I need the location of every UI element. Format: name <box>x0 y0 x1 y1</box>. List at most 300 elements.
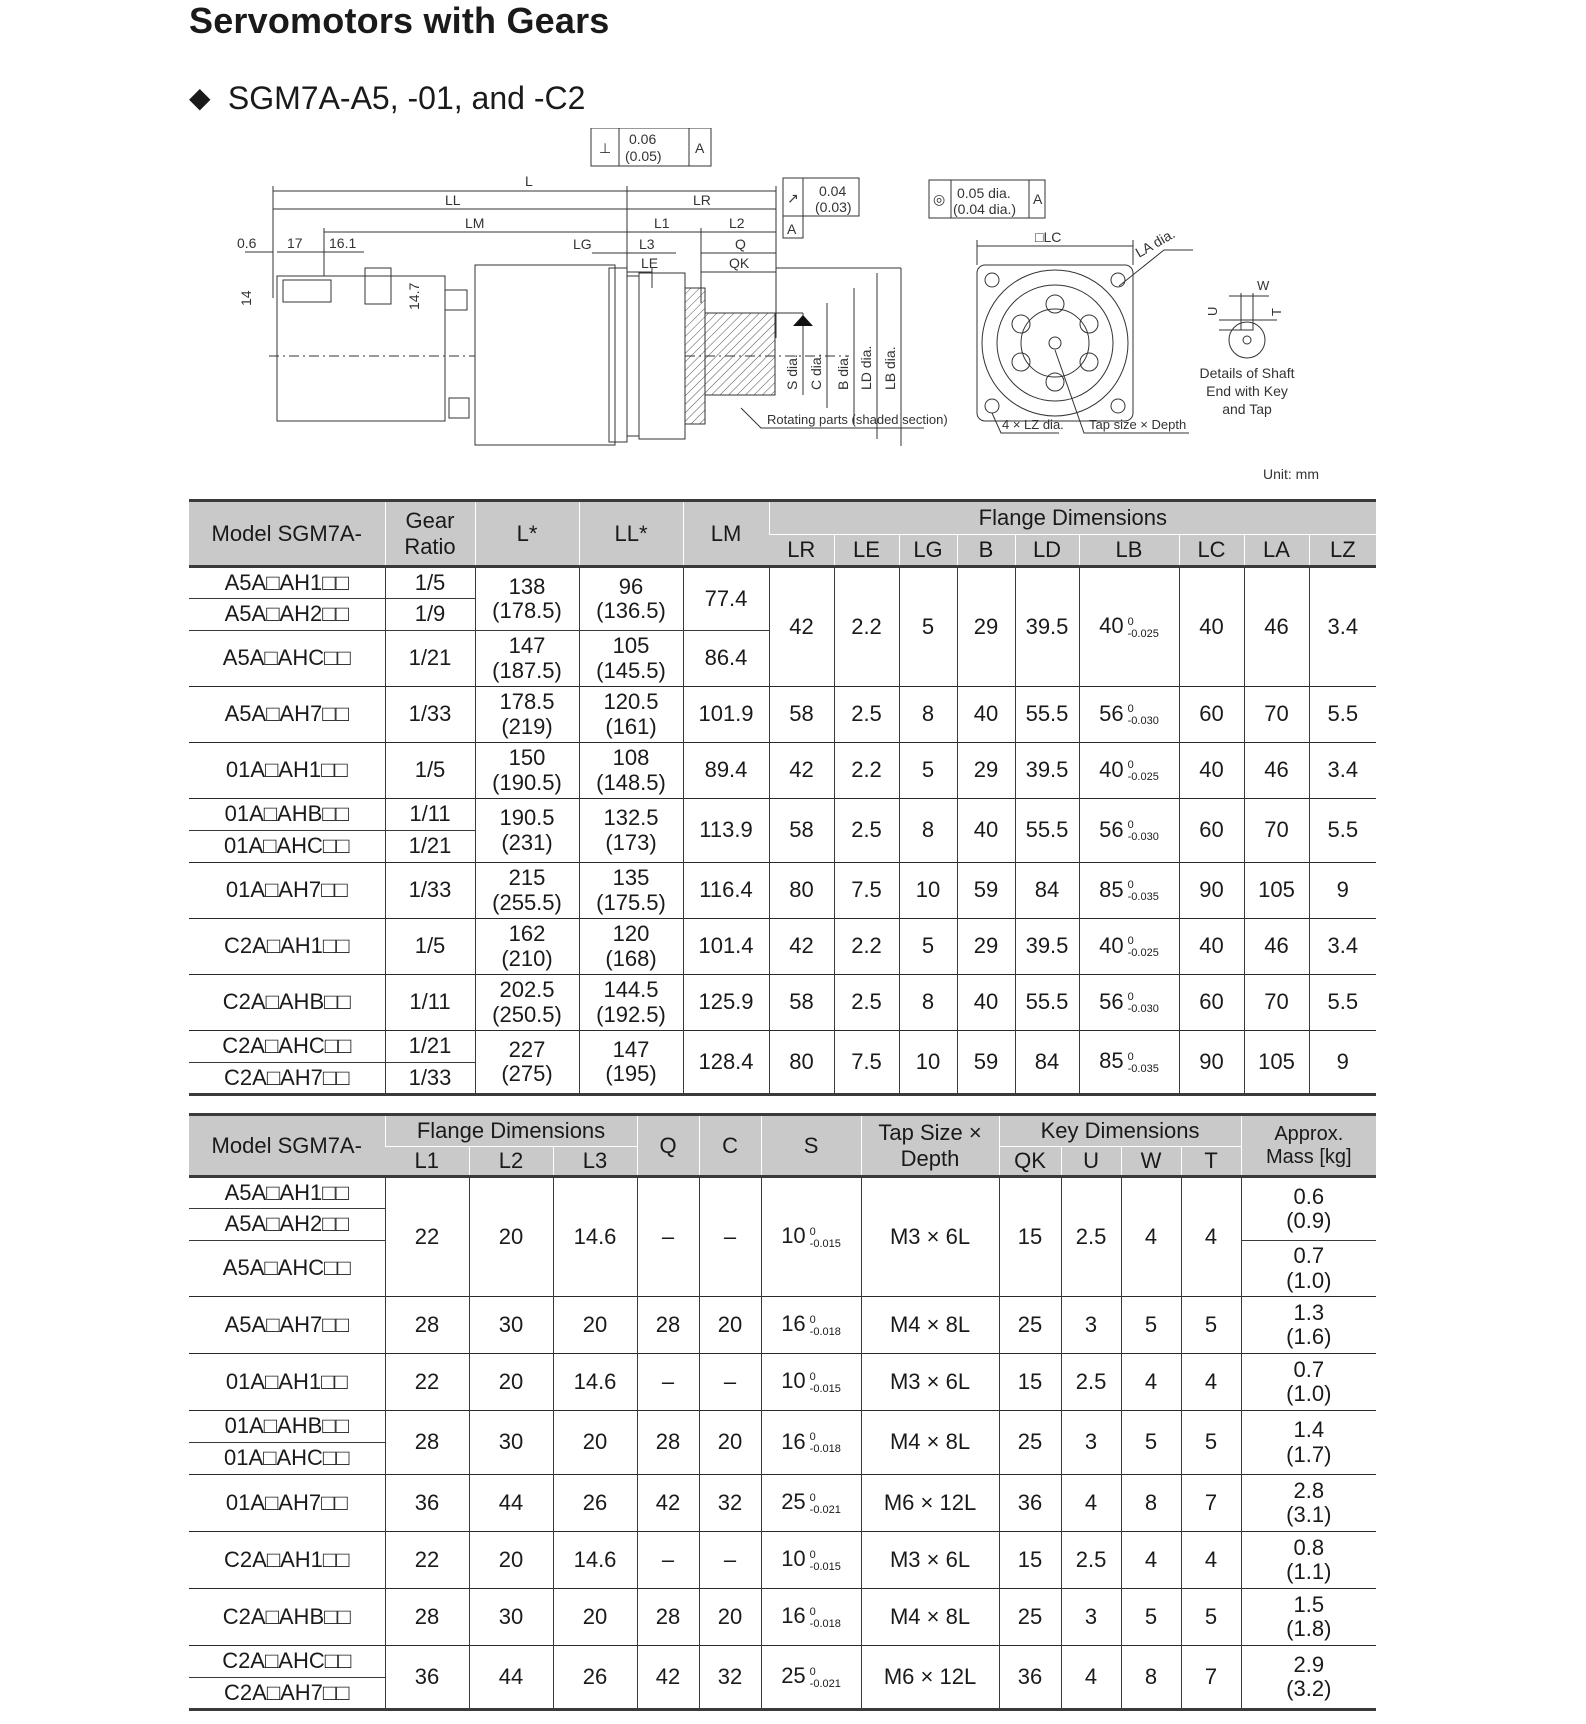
section-title <box>189 80 585 117</box>
tol-conc-datum: A <box>1033 191 1043 207</box>
dim-s-dia: S dia. <box>784 354 800 390</box>
header-b: B <box>957 535 1015 567</box>
u-cell: 2.5 <box>1061 1177 1121 1297</box>
header-l1: L1 <box>385 1147 469 1177</box>
l1-cell: 22 <box>385 1354 469 1411</box>
model-cell: C2A□AHB□□ <box>189 975 385 1031</box>
table-row <box>189 975 1376 1031</box>
ld-cell: 55.5 <box>1015 975 1079 1031</box>
c-cell: 32 <box>699 1475 761 1532</box>
dim-lr: LR <box>693 192 711 208</box>
ratio-cell: 1/5 <box>385 567 475 599</box>
dim-l2: L2 <box>729 215 745 231</box>
b-cell: 40 <box>957 975 1015 1031</box>
le-cell: 2.2 <box>834 743 899 799</box>
model-cell: A5A□AHC□□ <box>189 1241 385 1297</box>
q-cell: 42 <box>637 1475 699 1532</box>
le-cell: 2.5 <box>834 687 899 743</box>
model-cell: A5A□AH7□□ <box>189 1297 385 1354</box>
dim-q: Q <box>735 236 746 252</box>
la-cell: 70 <box>1244 799 1309 863</box>
header-gear-ratio: Gear Ratio <box>385 501 475 567</box>
ll-cell: 120 (168) <box>579 919 683 975</box>
dim-lm: LM <box>465 215 485 231</box>
l-cell: 138 (178.5) <box>475 567 579 631</box>
ll-cell: 108 (148.5) <box>579 743 683 799</box>
header-lr: LR <box>769 535 834 567</box>
q-cell: – <box>637 1354 699 1411</box>
lz-cell: 9 <box>1309 863 1376 919</box>
w-cell: 4 <box>1121 1354 1181 1411</box>
q-cell: 42 <box>637 1646 699 1710</box>
lb-cell: 85 0 -0.035 <box>1079 1031 1179 1095</box>
dim-c-dia: C dia. <box>808 353 824 390</box>
s-cell: 25 0 -0.021 <box>761 1475 861 1532</box>
tap-cell: M3 × 6L <box>861 1532 999 1589</box>
diamond-bullet-icon: ◆ <box>189 82 211 113</box>
lg-cell: 10 <box>899 1031 957 1095</box>
b-cell: 40 <box>957 687 1015 743</box>
header-c: C <box>699 1115 761 1177</box>
ratio-cell: 1/11 <box>385 975 475 1031</box>
dimensions-table-2 <box>189 1113 1376 1711</box>
section-title-text: SGM7A-A5, -01, and -C2 <box>227 80 586 116</box>
q-cell: 28 <box>637 1589 699 1646</box>
ll-cell: 132.5 (173) <box>579 799 683 863</box>
lm-cell: 77.4 <box>683 567 769 631</box>
ll-cell: 144.5 (192.5) <box>579 975 683 1031</box>
l2-cell: 44 <box>469 1475 553 1532</box>
tol-runout-value-alt: (0.03) <box>815 199 852 215</box>
shaft-note-line1: Details of Shaft <box>1199 365 1295 381</box>
tap-cell: M6 × 12L <box>861 1475 999 1532</box>
header-lm: LM <box>683 501 769 567</box>
table-row <box>189 1475 1376 1532</box>
header-le: LE <box>834 535 899 567</box>
lz-cell: 5.5 <box>1309 687 1376 743</box>
l2-cell: 20 <box>469 1354 553 1411</box>
tol-runout-datum: A <box>787 221 797 237</box>
t-cell: 5 <box>1181 1297 1241 1354</box>
l3-cell: 20 <box>553 1297 637 1354</box>
l2-cell: 30 <box>469 1411 553 1475</box>
header-lz: LZ <box>1309 535 1376 567</box>
table-row <box>189 743 1376 799</box>
dim-le: LE <box>641 255 659 271</box>
lc-cell: 60 <box>1179 799 1244 863</box>
lb-cell: 56 0 -0.030 <box>1079 975 1179 1031</box>
q-cell: 28 <box>637 1411 699 1475</box>
lb-cell: 40 0 -0.025 <box>1079 919 1179 975</box>
runout-icon: ↗ <box>787 190 799 206</box>
s-cell: 16 0 -0.018 <box>761 1297 861 1354</box>
lz-cell: 3.4 <box>1309 919 1376 975</box>
u-cell: 4 <box>1061 1475 1121 1532</box>
q-cell: – <box>637 1532 699 1589</box>
s-cell: 25 0 -0.021 <box>761 1646 861 1710</box>
model-cell: C2A□AHB□□ <box>189 1589 385 1646</box>
lm-cell: 125.9 <box>683 975 769 1031</box>
s-cell: 10 0 -0.015 <box>761 1354 861 1411</box>
model-cell: C2A□AHC□□ <box>189 1031 385 1063</box>
t-cell: 5 <box>1181 1411 1241 1475</box>
lm-cell: 89.4 <box>683 743 769 799</box>
dim-lg: LG <box>573 236 592 252</box>
s-cell: 16 0 -0.018 <box>761 1411 861 1475</box>
model-cell: 01A□AH7□□ <box>189 1475 385 1532</box>
qk-cell: 25 <box>999 1411 1061 1475</box>
mass-cell: 0.8 (1.1) <box>1241 1532 1376 1589</box>
dim-lc: □LC <box>1035 229 1062 245</box>
lr-cell: 80 <box>769 1031 834 1095</box>
l3-cell: 20 <box>553 1411 637 1475</box>
t-cell: 4 <box>1181 1532 1241 1589</box>
model-cell: A5A□AH1□□ <box>189 567 385 599</box>
model-cell: 01A□AH7□□ <box>189 863 385 919</box>
dim-ll: LL <box>445 192 461 208</box>
qk-cell: 15 <box>999 1354 1061 1411</box>
header-l3: L3 <box>553 1147 637 1177</box>
lz-cell: 5.5 <box>1309 799 1376 863</box>
table-row <box>189 1031 1376 1063</box>
l3-cell: 14.6 <box>553 1532 637 1589</box>
l2-cell: 20 <box>469 1177 553 1297</box>
lc-cell: 90 <box>1179 863 1244 919</box>
dim-qk: QK <box>729 255 750 271</box>
t-cell: 5 <box>1181 1589 1241 1646</box>
t-cell: 7 <box>1181 1646 1241 1710</box>
qk-cell: 36 <box>999 1646 1061 1710</box>
le-cell: 2.5 <box>834 799 899 863</box>
table-row <box>189 687 1376 743</box>
lc-cell: 40 <box>1179 567 1244 687</box>
la-cell: 46 <box>1244 567 1309 687</box>
page-title: Servomotors with Gears <box>189 0 610 41</box>
lr-cell: 42 <box>769 919 834 975</box>
l2-cell: 20 <box>469 1532 553 1589</box>
c-cell: 20 <box>699 1589 761 1646</box>
header-t: T <box>1181 1147 1241 1177</box>
model-cell: C2A□AH7□□ <box>189 1063 385 1095</box>
lm-cell: 101.9 <box>683 687 769 743</box>
mass-cell: 1.4 (1.7) <box>1241 1411 1376 1475</box>
header-model: Model SGM7A- <box>189 501 385 567</box>
l3-cell: 20 <box>553 1589 637 1646</box>
header-lg: LG <box>899 535 957 567</box>
le-cell: 7.5 <box>834 1031 899 1095</box>
lg-cell: 8 <box>899 975 957 1031</box>
lb-cell: 85 0 -0.035 <box>1079 863 1179 919</box>
lg-cell: 8 <box>899 799 957 863</box>
tap-cell: M6 × 12L <box>861 1646 999 1710</box>
table-row <box>189 919 1376 975</box>
lg-cell: 8 <box>899 687 957 743</box>
la-cell: 70 <box>1244 687 1309 743</box>
l-cell: 202.5 (250.5) <box>475 975 579 1031</box>
tol-perp-value-alt: (0.05) <box>625 148 662 164</box>
dim-t: T <box>1269 308 1284 316</box>
ld-cell: 55.5 <box>1015 799 1079 863</box>
s-cell: 10 0 -0.015 <box>761 1532 861 1589</box>
shaft-note-line2: End with Key <box>1206 383 1288 399</box>
qk-cell: 15 <box>999 1532 1061 1589</box>
table-row <box>189 863 1376 919</box>
u-cell: 2.5 <box>1061 1354 1121 1411</box>
c-cell: 20 <box>699 1411 761 1475</box>
unit-note: Unit: mm <box>1263 466 1319 482</box>
model-cell: A5A□AH2□□ <box>189 599 385 631</box>
w-cell: 8 <box>1121 1646 1181 1710</box>
t-cell: 4 <box>1181 1354 1241 1411</box>
header-mass: Approx. Mass [kg] <box>1241 1115 1376 1177</box>
dim-0-6: 0.6 <box>237 235 257 251</box>
l-cell: 178.5 (219) <box>475 687 579 743</box>
perpendicular-icon: ⊥ <box>599 140 612 156</box>
la-cell: 46 <box>1244 919 1309 975</box>
b-cell: 40 <box>957 799 1015 863</box>
ll-cell: 105 (145.5) <box>579 631 683 687</box>
header-l: L* <box>475 501 579 567</box>
header-q: Q <box>637 1115 699 1177</box>
dim-b-dia: B dia. <box>835 354 851 390</box>
l-cell: 150 (190.5) <box>475 743 579 799</box>
ld-cell: 84 <box>1015 1031 1079 1095</box>
model-cell: A5A□AH7□□ <box>189 687 385 743</box>
table-row <box>189 1354 1376 1411</box>
lg-cell: 5 <box>899 567 957 687</box>
w-cell: 5 <box>1121 1589 1181 1646</box>
header-s: S <box>761 1115 861 1177</box>
l1-cell: 28 <box>385 1297 469 1354</box>
dimension-drawing <box>189 128 1389 490</box>
q-cell: – <box>637 1177 699 1297</box>
lb-cell: 40 0 -0.025 <box>1079 567 1179 687</box>
header-flange-dimensions: Flange Dimensions <box>769 501 1376 535</box>
lr-cell: 58 <box>769 687 834 743</box>
qk-cell: 36 <box>999 1475 1061 1532</box>
dim-16-1: 16.1 <box>329 235 357 251</box>
lb-cell: 40 0 -0.025 <box>1079 743 1179 799</box>
ld-cell: 39.5 <box>1015 919 1079 975</box>
ll-cell: 135 (175.5) <box>579 863 683 919</box>
model-cell: 01A□AH1□□ <box>189 1354 385 1411</box>
c-cell: – <box>699 1177 761 1297</box>
mass-cell: 1.5 (1.8) <box>1241 1589 1376 1646</box>
dim-w: W <box>1257 278 1270 293</box>
model-cell: 01A□AHC□□ <box>189 1443 385 1475</box>
model-cell: A5A□AH2□□ <box>189 1209 385 1241</box>
table-row <box>189 1177 1376 1209</box>
c-cell: 32 <box>699 1646 761 1710</box>
le-cell: 2.2 <box>834 567 899 687</box>
dim-ld-dia: LD dia. <box>858 345 874 390</box>
w-cell: 4 <box>1121 1177 1181 1297</box>
w-cell: 5 <box>1121 1411 1181 1475</box>
mass-cell: 1.3 (1.6) <box>1241 1297 1376 1354</box>
lc-cell: 40 <box>1179 919 1244 975</box>
model-cell: C2A□AH1□□ <box>189 919 385 975</box>
model-cell: C2A□AH1□□ <box>189 1532 385 1589</box>
lz-cell: 9 <box>1309 1031 1376 1095</box>
header-ld: LD <box>1015 535 1079 567</box>
header-model: Model SGM7A- <box>189 1115 385 1177</box>
mass-cell: 0.7 (1.0) <box>1241 1354 1376 1411</box>
lg-cell: 10 <box>899 863 957 919</box>
mass-cell: 0.6 (0.9) <box>1241 1177 1376 1241</box>
dim-17: 17 <box>287 235 303 251</box>
u-cell: 3 <box>1061 1589 1121 1646</box>
b-cell: 59 <box>957 863 1015 919</box>
l2-cell: 30 <box>469 1297 553 1354</box>
ratio-cell: 1/33 <box>385 863 475 919</box>
header-qk: QK <box>999 1147 1061 1177</box>
qk-cell: 15 <box>999 1177 1061 1297</box>
la-cell: 105 <box>1244 1031 1309 1095</box>
b-cell: 29 <box>957 743 1015 799</box>
lz-cell: 3.4 <box>1309 743 1376 799</box>
l2-cell: 44 <box>469 1646 553 1710</box>
ratio-cell: 1/21 <box>385 831 475 863</box>
l1-cell: 28 <box>385 1411 469 1475</box>
header-u: U <box>1061 1147 1121 1177</box>
l1-cell: 36 <box>385 1475 469 1532</box>
tol-conc-value-alt: (0.04 dia.) <box>953 201 1017 217</box>
ratio-cell: 1/11 <box>385 799 475 831</box>
lg-cell: 5 <box>899 743 957 799</box>
l3-cell: 26 <box>553 1475 637 1532</box>
l2-cell: 30 <box>469 1589 553 1646</box>
model-cell: 01A□AHB□□ <box>189 1411 385 1443</box>
la-cell: 46 <box>1244 743 1309 799</box>
dim-u: U <box>1205 306 1220 316</box>
tol-perp-datum: A <box>695 140 705 156</box>
mass-cell: 0.7 (1.0) <box>1241 1241 1376 1297</box>
ll-cell: 120.5 (161) <box>579 687 683 743</box>
tol-conc-value: 0.05 dia. <box>957 185 1011 201</box>
ld-cell: 39.5 <box>1015 567 1079 687</box>
dim-l: L <box>525 173 533 189</box>
concentric-icon: ◎ <box>933 191 946 207</box>
s-cell: 16 0 -0.018 <box>761 1589 861 1646</box>
ratio-cell: 1/33 <box>385 1063 475 1095</box>
dimensions-table-1 <box>189 499 1376 1096</box>
l1-cell: 22 <box>385 1532 469 1589</box>
lg-cell: 5 <box>899 919 957 975</box>
lz-cell: 3.4 <box>1309 567 1376 687</box>
ld-cell: 55.5 <box>1015 687 1079 743</box>
w-cell: 4 <box>1121 1532 1181 1589</box>
model-cell: 01A□AHC□□ <box>189 831 385 863</box>
header-key-dimensions: Key Dimensions <box>999 1115 1241 1147</box>
tol-runout-value: 0.04 <box>819 183 847 199</box>
lb-cell: 56 0 -0.030 <box>1079 799 1179 863</box>
tap-cell: M4 × 8L <box>861 1589 999 1646</box>
header-l2: L2 <box>469 1147 553 1177</box>
lc-cell: 90 <box>1179 1031 1244 1095</box>
tap-cell: M3 × 6L <box>861 1177 999 1297</box>
lr-cell: 58 <box>769 975 834 1031</box>
l-cell: 190.5 (231) <box>475 799 579 863</box>
ratio-cell: 1/5 <box>385 743 475 799</box>
ratio-cell: 1/21 <box>385 631 475 687</box>
b-cell: 59 <box>957 1031 1015 1095</box>
dim-lb-dia: LB dia. <box>882 346 898 390</box>
ld-cell: 39.5 <box>1015 743 1079 799</box>
tap-cell: M4 × 8L <box>861 1297 999 1354</box>
u-cell: 4 <box>1061 1646 1121 1710</box>
header-tap-size: Tap Size × Depth <box>861 1115 999 1177</box>
qk-cell: 25 <box>999 1297 1061 1354</box>
lm-cell: 116.4 <box>683 863 769 919</box>
table-row <box>189 1411 1376 1443</box>
shaft-note-line3: and Tap <box>1222 401 1272 417</box>
q-cell: 28 <box>637 1297 699 1354</box>
s-cell: 10 0 -0.015 <box>761 1177 861 1297</box>
lc-cell: 60 <box>1179 975 1244 1031</box>
ll-cell: 96 (136.5) <box>579 567 683 631</box>
la-cell: 70 <box>1244 975 1309 1031</box>
ratio-cell: 1/9 <box>385 599 475 631</box>
ratio-cell: 1/21 <box>385 1031 475 1063</box>
ratio-cell: 1/5 <box>385 919 475 975</box>
l-cell: 215 (255.5) <box>475 863 579 919</box>
header-ll: LL* <box>579 501 683 567</box>
u-cell: 2.5 <box>1061 1532 1121 1589</box>
header-w: W <box>1121 1147 1181 1177</box>
w-cell: 5 <box>1121 1297 1181 1354</box>
model-cell: 01A□AH1□□ <box>189 743 385 799</box>
u-cell: 3 <box>1061 1411 1121 1475</box>
header-la: LA <box>1244 535 1309 567</box>
tap-cell: M3 × 6L <box>861 1354 999 1411</box>
l-cell: 147 (187.5) <box>475 631 579 687</box>
table-row <box>189 1646 1376 1678</box>
lm-cell: 113.9 <box>683 799 769 863</box>
header-flange-dimensions: Flange Dimensions <box>385 1115 637 1147</box>
tap-cell: M4 × 8L <box>861 1411 999 1475</box>
model-cell: A5A□AHC□□ <box>189 631 385 687</box>
mass-cell: 2.8 (3.1) <box>1241 1475 1376 1532</box>
l3-cell: 14.6 <box>553 1354 637 1411</box>
lm-cell: 101.4 <box>683 919 769 975</box>
b-cell: 29 <box>957 567 1015 687</box>
header-lc: LC <box>1179 535 1244 567</box>
t-cell: 4 <box>1181 1177 1241 1297</box>
la-cell: 105 <box>1244 863 1309 919</box>
lc-cell: 40 <box>1179 743 1244 799</box>
c-cell: – <box>699 1532 761 1589</box>
l3-cell: 14.6 <box>553 1177 637 1297</box>
dim-la-dia: LA dia. <box>1132 225 1178 261</box>
table-row <box>189 799 1376 831</box>
table-row <box>189 1297 1376 1354</box>
l-cell: 227 (275) <box>475 1031 579 1095</box>
table-row <box>189 1532 1376 1589</box>
lm-cell: 86.4 <box>683 631 769 687</box>
dim-l3: L3 <box>639 236 655 252</box>
table-row <box>189 567 1376 599</box>
u-cell: 3 <box>1061 1297 1121 1354</box>
lr-cell: 42 <box>769 743 834 799</box>
lb-cell: 56 0 -0.030 <box>1079 687 1179 743</box>
lr-cell: 80 <box>769 863 834 919</box>
qk-cell: 25 <box>999 1589 1061 1646</box>
model-cell: 01A□AHB□□ <box>189 799 385 831</box>
model-cell: C2A□AHC□□ <box>189 1646 385 1678</box>
dim-l1: L1 <box>654 215 670 231</box>
rotating-note: Rotating parts (shaded section) <box>767 412 948 427</box>
model-cell: A5A□AH1□□ <box>189 1177 385 1209</box>
